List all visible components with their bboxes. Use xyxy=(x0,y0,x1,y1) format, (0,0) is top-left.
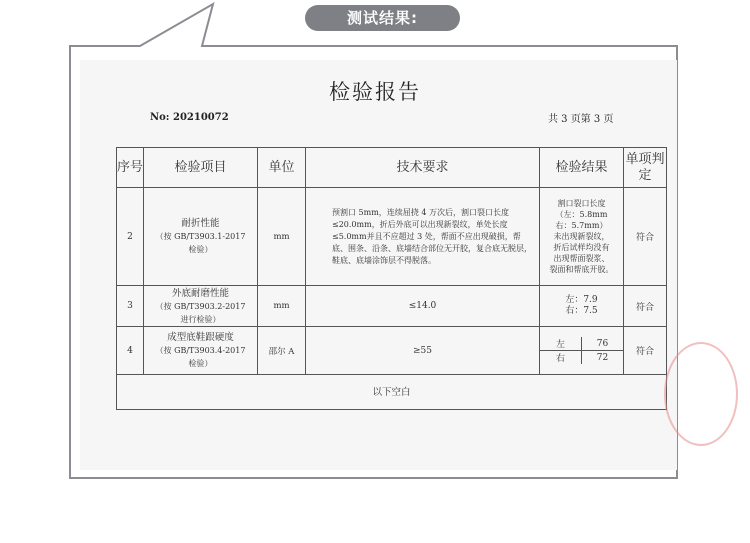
page-indicator: 共 3 页第 3 页 xyxy=(548,114,614,125)
row-verdict: 符合 xyxy=(624,188,667,286)
row-result xyxy=(540,327,624,375)
item-name: 耐折性能 xyxy=(181,218,220,229)
result-line: 出现帮面裂浆、 xyxy=(553,254,610,263)
table-row xyxy=(117,286,667,327)
result-line: 右：5.7mm） xyxy=(555,221,608,230)
right-label: 右 xyxy=(540,351,582,365)
table-footer-row xyxy=(117,375,667,410)
item-standard: （按 GB/T3903.4-2017 xyxy=(155,346,246,355)
result-line: 右：7.5 xyxy=(565,306,598,316)
result-line: 裂面和帮底开胶。 xyxy=(549,265,614,274)
item-standard-end: 检验） xyxy=(188,245,213,254)
row-seq: 2 xyxy=(117,188,144,286)
item-name: 成型底鞋跟硬度 xyxy=(167,332,234,343)
report-title: 检验报告 xyxy=(329,80,421,104)
row-item xyxy=(144,188,258,286)
row-seq: 4 xyxy=(117,327,144,375)
requirement-text: 预割口 5mm，连续屈挠 4 万次后，割口裂口长度≤20.0mm，折后外底可以出现新裂纹，单处长度≤5.0mm并且不应超过 3 处，帮面不应出现破损，帮底、围条、沿条、底墙结合部位无开胶，复合底无脱层，鞋底、底墙涂饰层不得脱落。 xyxy=(332,207,532,265)
right-value: 72 xyxy=(596,352,609,363)
row-requirement xyxy=(306,188,540,286)
row-verdict: 符合 xyxy=(624,286,667,327)
row-requirement: ≥55 xyxy=(306,327,540,375)
row-item xyxy=(144,327,258,375)
item-standard-end: 检验） xyxy=(188,359,213,368)
inspection-table xyxy=(116,147,667,410)
left-value: 76 xyxy=(582,337,624,351)
item-standard: （按 GB/T3903.1-2017 xyxy=(155,232,246,241)
hardness-subtable xyxy=(540,337,623,364)
row-unit: 邵尔 A xyxy=(258,327,306,375)
table-header-row xyxy=(117,148,667,188)
table-row xyxy=(117,327,667,375)
result-line: 折后试样均没有 xyxy=(553,243,610,252)
result-line: 未出现新裂纹， xyxy=(553,232,610,241)
header-verdict: 单项判定 xyxy=(624,148,667,188)
result-banner: 测试结果: xyxy=(305,5,460,31)
header-item: 检验项目 xyxy=(144,148,258,188)
item-standard: （按 GB/T3903.2-2017 xyxy=(155,301,246,311)
row-seq: 3 xyxy=(117,286,144,327)
row-unit: mm xyxy=(258,188,306,286)
header-result: 检验结果 xyxy=(540,148,624,188)
official-seal xyxy=(664,342,738,446)
table-row xyxy=(117,188,667,286)
row-item xyxy=(144,286,258,327)
result-line: （左：5.8mm xyxy=(555,210,608,219)
header-unit: 单位 xyxy=(258,148,306,188)
blank-below-note: 以下空白 xyxy=(117,375,667,410)
row-result xyxy=(540,286,624,327)
header-seq: 序号 xyxy=(117,148,144,188)
item-name: 外底耐磨性能 xyxy=(171,287,229,299)
report-number: No: 20210072 xyxy=(150,112,229,123)
result-line: 割口裂口长度 xyxy=(557,199,606,208)
row-result xyxy=(540,188,624,286)
row-requirement: ≤14.0 xyxy=(306,286,540,327)
row-unit: mm xyxy=(258,286,306,327)
left-label: 左 xyxy=(540,337,582,351)
item-standard-end: 进行检验） xyxy=(180,314,221,324)
result-line: 左：7.9 xyxy=(565,295,598,305)
row-verdict: 符合 xyxy=(624,327,667,375)
header-requirement: 技术要求 xyxy=(306,148,540,188)
